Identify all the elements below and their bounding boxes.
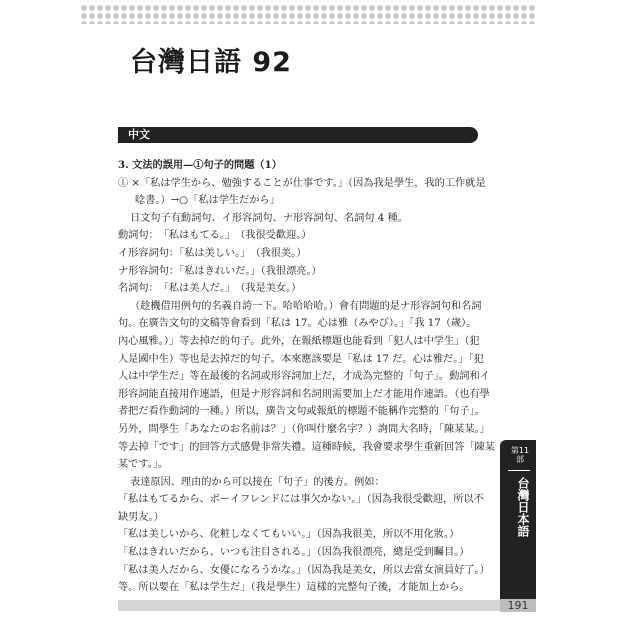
section-heading: 3. 文法的誤用—①句子的問題（1） [118,159,282,171]
text-line: 表達原因、理由的から可以接在「句子」的後方。例如： [130,476,385,488]
text-line: 形容詞能直接用作連語，但是ナ形容詞和名詞則需要加上だ才能用作連語。（也有學 [118,388,490,400]
text-line: 句。在廣告文句的文稿等會看到「私は 17。心は雅（みやび）。」「我 17（歲）。 [118,318,477,330]
text-line: 內心風雅。）」等去掉だ的句子。此外，在報紙標題也能看到「犯人は中学生」（犯 [118,335,480,347]
text-line: 「私はもてるから、ボーイフレンドには事欠かない。」（因為我很受歡迎，所以不 [118,494,484,506]
article-body [118,157,495,597]
text-line: 「私は美しいから、化粧しなくてもいい。」（因為我很美，所以不用化妝。） [118,529,460,541]
footer-bar [118,600,536,611]
text-line: 名詞句： 「私は美人だ。」 （我是美女。） [118,283,302,295]
text-line: 唸書。）→○「私は学生だから」 [135,195,280,207]
text-line: 某です。」。 [118,459,169,471]
text-line: 等。所以要在「私は学生だ」（我是學生）這樣的完整句子後，才能加上から。 [118,582,470,594]
text-line: ① ×「私は学生から、勉強することが仕事です。」（因為我是學生，我的工作就是 [118,177,486,189]
text-line: （趁機借用例句的名義自誇一下。哈哈哈哈。）會有問題的是ナ形容詞句和名詞 [130,300,482,312]
side-tab-divider [508,470,530,471]
page-number: 191 [507,599,529,612]
text-line: 日文句子有動詞句、イ形容詞句、ナ形容詞句、名詞句 4 種。 [130,212,408,224]
section-bar [118,127,478,143]
text-line: 另外，問學生「あなたのお名前は？」（你叫什麼名字？）詢問大名時，「陳某某。」 [118,423,490,435]
text-line: 者把だ看作動詞的一種。）所以，廣告文句或報紙的標題不能稱作完整的「句子」。 [118,406,485,418]
section-label: 中文 [128,128,150,141]
text-line: 「私はきれいだから、いつも注目される。」（因為我很漂亮，總是受到矚目。） [118,547,470,559]
text-line: 缺男友。） [118,511,164,523]
side-tab-part: 第11部 [510,446,530,464]
text-line: イ形容詞句：「私は美しい。」 （我很美。） [118,247,307,259]
text-line: 動詞句： 「私はもてる。」 （我很受歡迎。） [118,230,312,242]
text-line: 「私は美人だから、女優になろうかな。」（因為我是美女，所以去當女演員好了。） [118,564,490,576]
text-line: ナ形容詞句：「私はきれいだ。」（我很漂亮。） [118,265,322,277]
text-line: 人は中学生だ」等在最後的名詞或形容詞加上だ，才成為完整的「句子」。動詞和イ [118,371,490,383]
side-tab-title: 台灣日本語 [516,477,530,537]
dot-pattern-header [80,4,536,24]
page-title: 台灣日語 92 [130,47,292,78]
text-line: 人是國中生）等也是去掉だ的句子。本來應該要是「私は 17 だ。心は雅だ。」「犯 [118,353,484,365]
text-line: 等去掉「です」的回答方式感覺非常失禮。這種時候，我會要求學生重新回答「陳某 [118,441,495,453]
